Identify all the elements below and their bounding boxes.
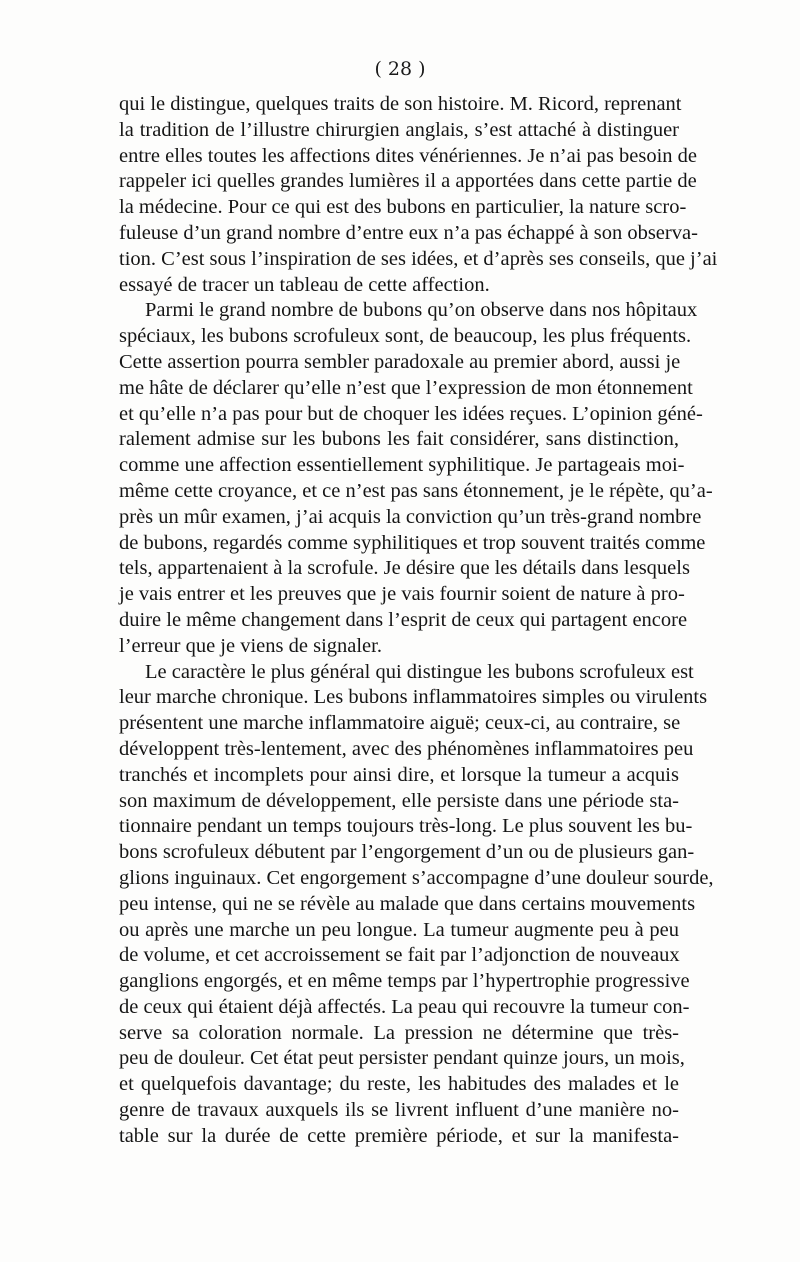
text-line: table sur la durée de cette première période, et sur la manifesta- bbox=[119, 1124, 679, 1147]
text-line: même cette croyance, et ce n’est pas sans étonnement, je le répète, qu’a- bbox=[119, 479, 713, 502]
text-line: glions inguinaux. Cet engorgement s’accompagne d’une douleur sourde, bbox=[119, 866, 714, 889]
text-line: peu intense, qui ne se révèle au malade que dans certains mouvements bbox=[119, 892, 696, 915]
text-line: me hâte de déclarer qu’elle n’est que l’expression de mon étonnement bbox=[119, 376, 693, 399]
text-line: développent très-lentement, avec des phénomènes inflammatoires peu bbox=[119, 737, 694, 760]
text-line: ralement admise sur les bubons les fait considérer, sans distinction, bbox=[119, 428, 679, 451]
text-line: spéciaux, les bubons scrofuleux sont, de beaucoup, les plus fréquents. bbox=[119, 325, 692, 348]
text-line: duire le même changement dans l’esprit de ceux qui partagent encore bbox=[119, 608, 688, 631]
text-line: bons scrofuleux débutent par l’engorgement d’un ou de plusieurs gan- bbox=[119, 841, 695, 864]
body-text bbox=[119, 92, 718, 1150]
text-line: de bubons, regardés comme syphilitiques et trop souvent traités comme bbox=[119, 531, 706, 554]
text-line: leur marche chronique. Les bubons inflammatoires simples ou virulents bbox=[119, 686, 708, 709]
text-line: tionnaire pendant un temps toujours très-long. Le plus souvent les bu- bbox=[119, 815, 693, 838]
text-line: et qu’elle n’a pas pour but de choquer les idées reçues. L’opinion géné- bbox=[119, 402, 703, 425]
text-line: tranchés et incomplets pour ainsi dire, et lorsque la tumeur a acquis bbox=[119, 763, 679, 786]
text-line: peu de douleur. Cet état peut persister pendant quinze jours, un mois, bbox=[119, 1047, 685, 1070]
text-line: son maximum de développement, elle persiste dans une période sta- bbox=[119, 789, 679, 812]
paragraph-1 bbox=[119, 92, 718, 298]
text-line: et quelquefois davantage; du reste, les habitudes des malades et le bbox=[119, 1073, 679, 1096]
paragraph-3 bbox=[119, 660, 714, 1150]
text-line: ganglions engorgés, et en même temps par l’hypertrophie progressive bbox=[119, 970, 690, 993]
text-line: rappeler ici quelles grandes lumières il a apportées dans cette partie de bbox=[119, 170, 697, 193]
text-line: présentent une marche inflammatoire aiguë; ceux-ci, au contraire, se bbox=[119, 712, 681, 735]
page-number: ( 28 ) bbox=[374, 58, 426, 80]
text-line: de ceux qui étaient déjà affectés. La peau qui recouvre la tumeur con- bbox=[119, 995, 690, 1018]
text-line: genre de travaux auxquels ils se livrent influent d’une manière no- bbox=[119, 1099, 679, 1122]
text-line: tels, appartenaient à la scrofule. Je désire que les détails dans lesquels bbox=[119, 557, 690, 580]
text-line: fuleuse d’un grand nombre d’entre eux n’a pas échappé à son observa- bbox=[119, 221, 698, 244]
text-line: je vais entrer et les preuves que je vais fournir soient de nature à pro- bbox=[119, 583, 685, 606]
text-line: Le caractère le plus général qui distingue les bubons scrofuleux est bbox=[145, 660, 694, 683]
text-line: la médecine. Pour ce qui est des bubons en particulier, la nature scro- bbox=[119, 196, 687, 219]
text-line: serve sa coloration normale. La pression ne détermine que très- bbox=[119, 1021, 679, 1044]
text-line: essayé de tracer un tableau de cette affection. bbox=[119, 273, 490, 296]
text-line: entre elles toutes les affections dites vénériennes. Je n’ai pas besoin de bbox=[119, 144, 697, 167]
text-line: Cette assertion pourra sembler paradoxale au premier abord, aussi je bbox=[119, 350, 681, 373]
text-line: l’erreur que je viens de signaler. bbox=[119, 634, 382, 657]
text-line: qui le distingue, quelques traits de son histoire. M. Ricord, reprenant bbox=[119, 93, 682, 115]
text-line: la tradition de l’illustre chirurgien anglais, s’est attaché à distinguer bbox=[119, 118, 679, 141]
text-line: tion. C’est sous l’inspiration de ses idées, et d’après ses conseils, que j’ai bbox=[119, 247, 718, 270]
text-line: de volume, et cet accroissement se fait par l’adjonction de nouveaux bbox=[119, 944, 680, 967]
text-line: Parmi le grand nombre de bubons qu’on observe dans nos hôpitaux bbox=[145, 299, 698, 322]
text-line: ou après une marche un peu longue. La tumeur augmente peu à peu bbox=[119, 918, 679, 941]
text-line: comme une affection essentiellement syphilitique. Je partageais moi- bbox=[119, 454, 685, 477]
text-line: près un mûr examen, j’ai acquis la conviction qu’un très-grand nombre bbox=[119, 505, 702, 528]
paragraph-2 bbox=[119, 298, 713, 659]
